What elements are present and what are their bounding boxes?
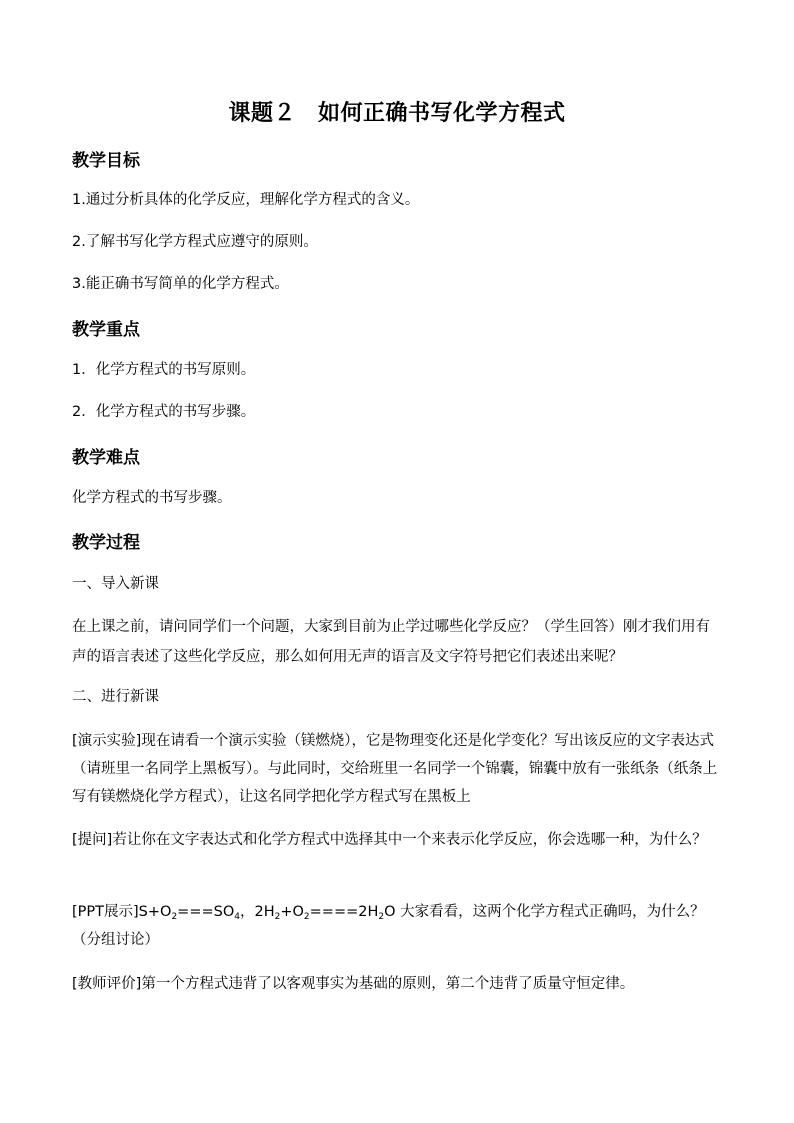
process-heading: 教学过程 bbox=[72, 533, 140, 553]
ppt-paragraph bbox=[72, 898, 724, 954]
objectives-heading: 教学目标 bbox=[72, 151, 140, 171]
demo-paragraph: [演示实验]现在请看一个演示实验（镁燃烧），它是物理变化还是化学变化？写出该反应的文字表达式（请班里一名同学上黑板写）。与此同时，交给班里一名同学一个锦囊，锦囊中放有一张纸条（纸条上写有镁燃烧化学方程式），让这名同学把化学方程式写在黑板上 bbox=[72, 733, 718, 805]
ppt-sub: 2 bbox=[171, 912, 178, 922]
key-points-heading: 教学重点 bbox=[72, 320, 140, 340]
key-point-item-2: 2．化学方程式的书写步骤。 bbox=[72, 404, 256, 420]
ppt-text: ===SO bbox=[177, 904, 235, 920]
title-lesson-number: 课题２ bbox=[228, 100, 296, 126]
ppt-sub: 2 bbox=[303, 912, 310, 922]
difficulty-heading: 教学难点 bbox=[72, 448, 140, 468]
ppt-text: +O bbox=[280, 904, 304, 920]
ppt-text-suffix: O 大家看看，这两个化学方程式正确吗，为什么？（分组讨论） bbox=[72, 904, 705, 948]
ppt-sub: 2 bbox=[378, 912, 385, 922]
part2-heading: 二、进行新课 bbox=[72, 689, 159, 705]
part1-paragraph: 在上课之前，请问同学们一个问题，大家到目前为止学过哪些化学反应？（学生回答）刚才我们用有声的语言表述了这些化学反应，那么如何用无声的语言及文字符号把它们表述出来呢？ bbox=[72, 619, 710, 665]
objective-item-3: 3.能正确书写简单的化学方程式。 bbox=[72, 276, 289, 292]
difficulty-text: 化学方程式的书写步骤。 bbox=[72, 490, 232, 506]
question-paragraph: [提问]若让你在文字表达式和化学方程式中选择其中一个来表示化学反应，你会选哪一种，为什么？ bbox=[72, 832, 707, 848]
ppt-text: ====2H bbox=[309, 904, 379, 920]
key-point-item-1: 1．化学方程式的书写原则。 bbox=[72, 362, 256, 378]
title-lesson-name: 如何正确书写化学方程式 bbox=[318, 100, 566, 126]
ppt-sub: 2 bbox=[274, 912, 281, 922]
evaluation-paragraph: [教师评价]第一个方程式违背了以客观事实为基础的原则，第二个违背了质量守恒定律。 bbox=[72, 976, 635, 992]
ppt-text: ，2H bbox=[239, 904, 275, 920]
ppt-sub: 4 bbox=[234, 912, 240, 922]
objective-item-2: 2.了解书写化学方程式应遵守的原则。 bbox=[72, 234, 318, 250]
part1-heading: 一、导入新课 bbox=[72, 576, 159, 592]
page-title bbox=[0, 96, 794, 127]
objective-item-1: 1.通过分析具体的化学反应，理解化学方程式的含义。 bbox=[72, 192, 420, 208]
ppt-text-prefix: [PPT展示]S+O bbox=[72, 904, 172, 920]
